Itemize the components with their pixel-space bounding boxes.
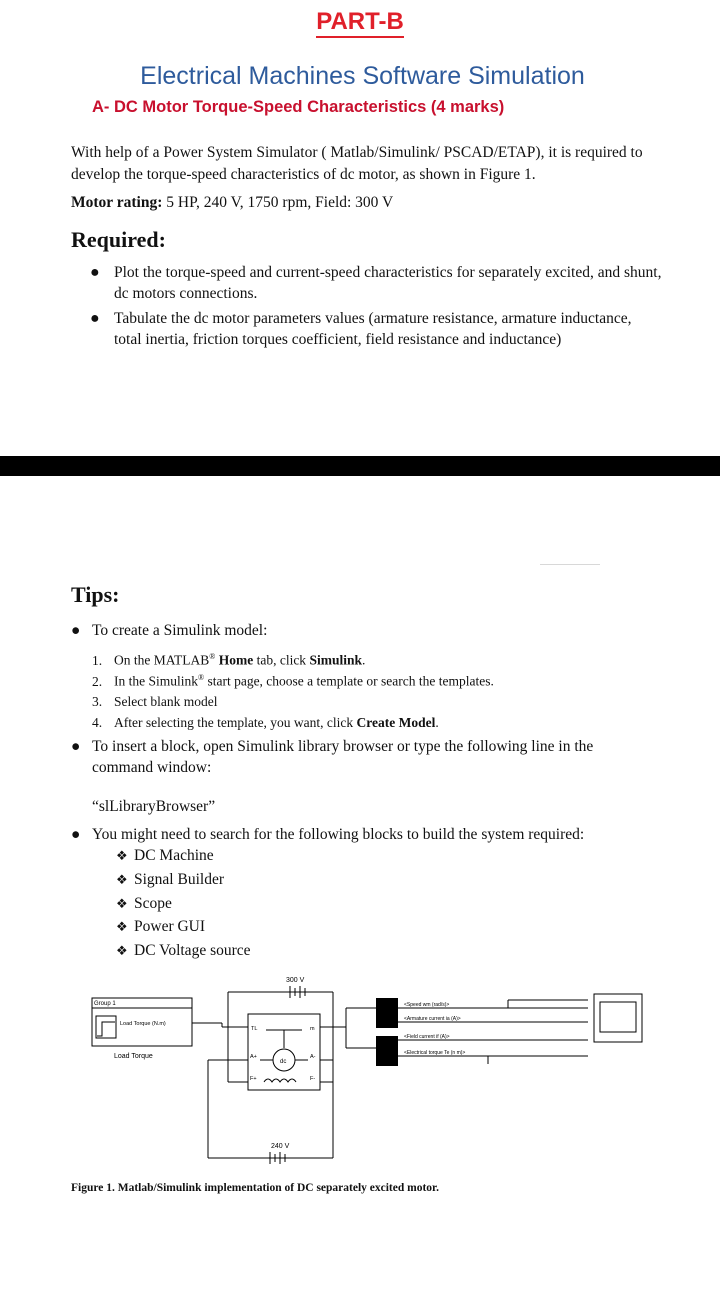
- motor-rating-label: Motor rating:: [71, 194, 163, 211]
- port-a-minus: A-: [310, 1054, 316, 1060]
- armature-source-label: 240 V: [271, 1143, 290, 1150]
- motor-label: dc: [280, 1059, 287, 1065]
- port-m: m: [310, 1026, 315, 1032]
- part-heading: PART-B: [0, 8, 720, 36]
- block-item: ❖ Power GUI: [116, 918, 206, 935]
- group-label: Group 1: [94, 1001, 116, 1007]
- page-divider: [0, 456, 720, 476]
- bullet-icon: ●: [90, 310, 100, 327]
- diamond-bullet-icon: ❖: [116, 943, 128, 958]
- required-heading: Required:: [71, 227, 166, 252]
- tips-heading: Tips:: [71, 582, 120, 607]
- figure-caption: Figure 1. Matlab/Simulink implementation of DC separately excited motor.: [71, 1182, 439, 1194]
- list-item: ● Plot the torque-speed and current-speed characteristics for separately excited, and shunt, dc motors connections.: [90, 264, 662, 302]
- block-item: ❖ DC Machine: [116, 847, 214, 864]
- bullet-icon: ●: [71, 738, 81, 755]
- tip-search-blocks: ● You might need to search for the following blocks to build the system required:: [71, 826, 585, 843]
- output-torque-label: <Electrical torque Te (n m)>: [404, 1050, 466, 1056]
- port-tl: TL: [251, 1026, 258, 1032]
- step-1: 1. On the MATLAB® Home tab, click Simulink.: [92, 652, 366, 668]
- step-3: 3. Select blank model: [92, 694, 218, 709]
- port-f-minus: F-: [310, 1076, 316, 1082]
- output-speed-label: <Speed wm (rad/s)>: [404, 1002, 450, 1008]
- bullet-icon: ●: [71, 622, 81, 639]
- required-list: [72, 262, 662, 354]
- signal-label: Load Torque (N.m): [120, 1021, 166, 1027]
- bullet-icon: ●: [90, 264, 100, 281]
- bullet-icon: ●: [71, 826, 81, 843]
- diamond-bullet-icon: ❖: [116, 872, 128, 887]
- motor-rating-value: 5 HP, 240 V, 1750 rpm, Field: 300 V: [162, 194, 394, 211]
- diamond-bullet-icon: ❖: [116, 848, 128, 863]
- bus-selector-block: [376, 998, 398, 1028]
- list-item: ● Tabulate the dc motor parameters values (armature resistance, armature inductance, total inertia, friction torques coefficient, field resistance and inductance): [90, 310, 632, 348]
- intro-paragraph: With help of a Power System Simulator ( Matlab/Simulink/ PSCAD/ETAP), it is required to develop the torque-speed characteristics of dc motor, as shown in Figure 1.: [71, 144, 643, 183]
- step-2: 2. In the Simulink® start page, choose a template or search the templates.: [92, 673, 494, 689]
- load-block-label: Load Torque: [114, 1053, 153, 1060]
- section-subtitle: A- DC Motor Torque-Speed Characteristics (4 marks): [92, 98, 505, 116]
- port-f-plus: F+: [250, 1076, 257, 1082]
- simulink-diagram: [88, 970, 648, 1185]
- step-4: 4. After selecting the template, you want, click Create Model.: [92, 715, 439, 730]
- diamond-bullet-icon: ❖: [116, 919, 128, 934]
- block-item: ❖ Signal Builder: [116, 871, 224, 888]
- faint-line: [540, 564, 600, 565]
- output-armature-current-label: <Armature current ia (A)>: [404, 1016, 461, 1022]
- motor-rating: [71, 194, 393, 212]
- output-field-current-label: <Field current if (A)>: [404, 1034, 450, 1040]
- library-command: “slLibraryBrowser”: [92, 798, 216, 815]
- tip-create-model: ● To create a Simulink model:: [71, 622, 268, 639]
- diamond-bullet-icon: ❖: [116, 896, 128, 911]
- field-source-label: 300 V: [286, 977, 305, 984]
- block-item: ❖ Scope: [116, 895, 172, 912]
- port-a-plus: A+: [250, 1054, 257, 1060]
- bus-selector-block-2: [376, 1036, 398, 1066]
- tip-insert-block: ● To insert a block, open Simulink library browser or type the following line in the command window:: [71, 738, 594, 776]
- page-title: Electrical Machines Software Simulation: [140, 62, 585, 90]
- block-item: ❖ DC Voltage source: [116, 942, 251, 959]
- scope-block: [594, 994, 642, 1042]
